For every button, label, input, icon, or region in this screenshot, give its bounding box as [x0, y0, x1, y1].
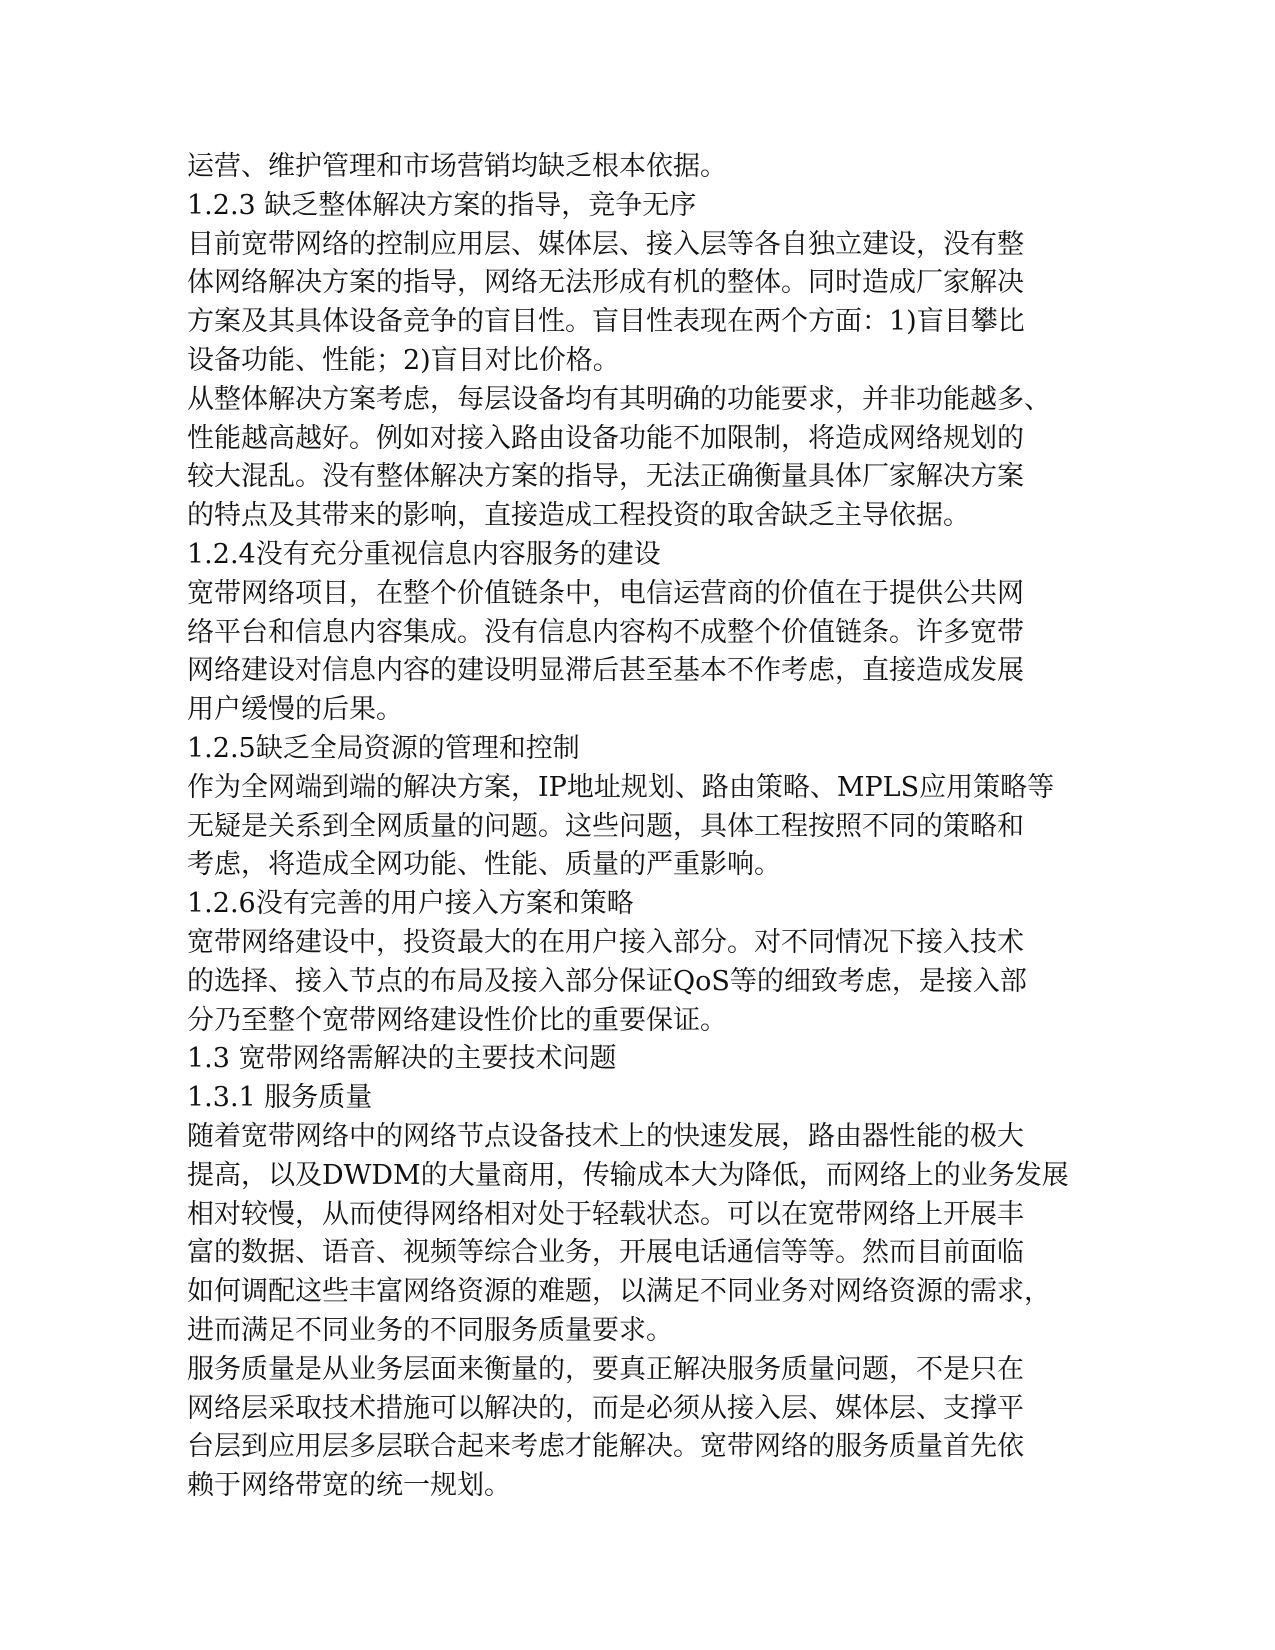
text-line: 服务质量是从业务层面来衡量的，要真正解决服务质量问题，不是只在: [187, 1353, 1024, 1385]
text-line: 提高，以及DWDM的大量商用，传输成本大为降低，而网络上的业务发展: [187, 1159, 1069, 1191]
text-line: 运营、维护管理和市场营销均缺乏根本依据。: [187, 151, 727, 182]
section-heading-1-2-5: 1.2.5缺乏全局资源的管理和控制: [187, 732, 580, 764]
section-heading-1-2-4: 1.2.4没有充分重视信息内容服务的建设: [187, 538, 661, 570]
text-line: 赖于网络带宽的统一规划。: [187, 1470, 511, 1502]
text-line: 宽带网络建设中，投资最大的在用户接入部分。对不同情况下接入技术: [187, 926, 1024, 958]
text-line: 网络层采取技术措施可以解决的，而是必须从接入层、媒体层、支撑平: [187, 1392, 1024, 1424]
text-line: 从整体解决方案考虑，每层设备均有其明确的功能要求，并非功能越多、: [187, 383, 1051, 415]
text-line: 方案及其具体设备竞争的盲目性。盲目性表现在两个方面：1)盲目攀比: [187, 306, 1025, 338]
text-line: 体网络解决方案的指导，网络无法形成有机的整体。同时造成厂家解决: [187, 267, 1024, 299]
text-line: 进而满足不同业务的不同服务质量要求。: [187, 1314, 673, 1346]
text-line: 分乃至整个宽带网络建设性价比的重要保证。: [187, 1004, 727, 1036]
section-heading-1-3-1: 1.3.1 服务质量: [187, 1082, 373, 1114]
text-line: 性能越高越好。例如对接入路由设备功能不加限制，将造成网络规划的: [187, 422, 1024, 454]
text-line: 考虑，将造成全网功能、性能、质量的严重影响。: [187, 849, 781, 881]
text-line: 网络建设对信息内容的建设明显滞后甚至基本不作考虑，直接造成发展: [187, 655, 1024, 687]
text-line: 的特点及其带来的影响，直接造成工程投资的取舍缺乏主导依据。: [187, 500, 970, 532]
text-line: 目前宽带网络的控制应用层、媒体层、接入层等各自独立建设，没有整: [187, 228, 1024, 260]
document-body: [187, 148, 1079, 1506]
section-heading-1-3: 1.3 宽带网络需解决的主要技术问题: [187, 1043, 617, 1075]
text-line: 设备功能、性能；2)盲目对比价格。: [187, 344, 620, 376]
text-line: 随着宽带网络中的网络节点设备技术上的快速发展，路由器性能的极大: [187, 1120, 1024, 1152]
text-line: 无疑是关系到全网质量的问题。这些问题，具体工程按照不同的策略和: [187, 810, 1024, 842]
text-line: 台层到应用层多层联合起来考虑才能解决。宽带网络的服务质量首先依: [187, 1431, 1024, 1463]
text-line: 宽带网络项目，在整个价值链条中，电信运营商的价值在于提供公共网: [187, 577, 1024, 609]
text-line: 用户缓慢的后果。: [187, 694, 403, 726]
section-heading-1-2-3: 1.2.3 缺乏整体解决方案的指导，竞争无序: [187, 189, 697, 221]
text-line: 的选择、接入节点的布局及接入部分保证QoS等的细致考虑，是接入部: [187, 965, 1027, 997]
text-line: 富的数据、语音、视频等综合业务，开展电话通信等等。然而目前面临: [187, 1237, 1024, 1269]
section-heading-1-2-6: 1.2.6没有完善的用户接入方案和策略: [187, 888, 634, 920]
text-line: 如何调配这些丰富网络资源的难题，以满足不同业务对网络资源的需求，: [187, 1276, 1051, 1308]
text-line: 作为全网端到端的解决方案，IP地址规划、路由策略、MPLS应用策略等: [187, 771, 1055, 803]
text-line: 相对较慢，从而使得网络相对处于轻载状态。可以在宽带网络上开展丰: [187, 1198, 1024, 1230]
text-line: 络平台和信息内容集成。没有信息内容构不成整个价值链条。许多宽带: [187, 616, 1024, 648]
text-line: 较大混乱。没有整体解决方案的指导，无法正确衡量具体厂家解决方案: [187, 461, 1024, 493]
